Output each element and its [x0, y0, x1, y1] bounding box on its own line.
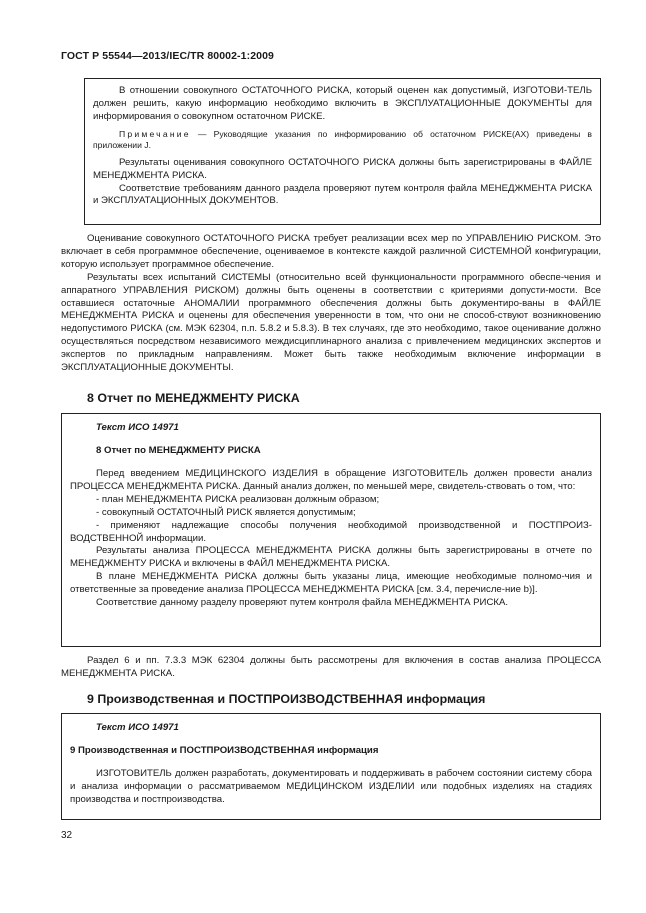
body1-paragraph-2: Результаты всех испытаний СИСТЕМЫ (относительно всей функциональности программного обеспе-чения и аппаратного УПРАВЛЕНИЯ РИСКОМ) должны быть оценены в соответствии с критериями допусти-мости. Все оставшиеся остаточные АНОМАЛИИ программного обеспечения должны быть документиро-ваны в ФАЙЛЕ МЕНЕДЖМЕНТА РИСКА и оценены для обеспечения уверенности в том, что они не способ-ствуют возникновению недопустимого РИСКА (см. МЭК 62304, п.п. 5.8.2 и 5.8.3). В тех случаях, где это необходимо, такое оценивание должно осуществляться посредством независимого междисциплинарного анализа с привлечением медицинских экспертов и экспертов по прикладным направлениям. Может быть также необходимым включение информации в ЭКСПЛУАТАЦИОННЫЕ ДОКУМЕНТЫ.	[61, 271, 601, 374]
box1-paragraph-1: В отношении совокупного ОСТАТОЧНОГО РИСКА, который оценен как допустимый, ИЗГОТОВИ-ТЕЛЬ должен решить, какую информацию необходимо включить в ЭКСПЛУАТАЦИОННЫЕ ДОКУМЕНТЫ для информирования о совокупном остаточном РИСКЕ.	[93, 85, 592, 122]
section8-item-1: - план МЕНЕДЖМЕНТА РИСКА реализован должным образом;	[96, 493, 380, 505]
box1-paragraph-3: Соответствие требованиям данного раздела проверяют путем контроля файла МЕНЕДЖМЕНТА РИСКА и ЭКСПЛУАТАЦИОННЫХ ДОКУМЕНТОВ.	[93, 182, 592, 207]
section8-after-text	[61, 655, 601, 681]
section8-item-3: - применяют надлежащие способы получения необходимой производственной и ПОСТПРОИЗ-ВОДСТВЕННОЙ информации.	[70, 519, 592, 544]
section8-paragraph-3: В плане МЕНЕДЖМЕНТА РИСКА должны быть указаны лица, имеющие необходимые полномо-чия и ответственные за проведение анализа ПРОЦЕССА МЕНЕДЖМЕНТА РИСКА [см. 3.4, перечисле-ние b)].	[70, 571, 592, 596]
body-text-1	[61, 233, 601, 375]
section-8-heading: 8 Отчет по МЕНЕДЖМЕНТУ РИСКА	[87, 391, 300, 405]
section8-paragraph-2: Результаты анализа ПРОЦЕССА МЕНЕДЖМЕНТА РИСКА должны быть зарегистрированы в отчете по МЕНЕДЖМЕНТУ РИСКА и включены в ФАЙЛ МЕНЕДЖМЕНТА РИСКА.	[70, 545, 592, 570]
iso-text-box-8	[61, 413, 601, 647]
section9-paragraph-1: ИЗГОТОВИТЕЛЬ должен разработать, документировать и поддерживать в рабочем состоянии систему сбора и анализа информации о рассматриваемом МЕДИЦИНСКОМ ИЗДЕЛИИ или подобных изделиях на стадиях производства и постпроизводства.	[70, 768, 592, 805]
section8-paragraph-4: Соответствие данному разделу проверяют путем контроля файла МЕНЕДЖМЕНТА РИСКА.	[96, 597, 509, 609]
note-lead: Примечание	[119, 128, 191, 139]
section8-item-2: - совокупный ОСТАТОЧНЫЙ РИСК является допустимым;	[96, 506, 356, 518]
section8-paragraph-1: Перед введением МЕДИЦИНСКОГО ИЗДЕЛИЯ в обращение ИЗГОТОВИТЕЛЬ должен провести анализ ПРОЦЕССА МЕНЕДЖМЕНТА РИСКА. Данный анализ должен, по меньшей мере, свидетель-ствовать о том, что:	[70, 468, 592, 492]
section8-subheading: 8 Отчет по МЕНЕДЖМЕНТУ РИСКА	[96, 445, 261, 456]
section9-iso-label: Текст ИСО 14971	[96, 722, 179, 733]
box1-paragraph-2: Результаты оценивания совокупного ОСТАТОЧНОГО РИСКА должны быть зарегистрированы в ФАЙЛЕ МЕНЕДЖМЕНТА РИСКА.	[93, 156, 592, 181]
section8-iso-label: Текст ИСО 14971	[96, 422, 179, 433]
body1-paragraph-1: Оценивание совокупного ОСТАТОЧНОГО РИСКА требует реализации всех мер по УПРАВЛЕНИЮ РИСКОМ. Это включает в себя программное обеспечение, оцениваемое в контексте каждой различной СИСТЕМНОЙ конфигурации, которую использует программное обеспечение.	[61, 233, 601, 270]
note-text: — Руководящие указания по информированию об остаточном РИСКЕ(АХ) приведены в приложении J.	[93, 128, 592, 151]
iso-text-box-9	[61, 713, 601, 820]
document-header: ГОСТ Р 55544—2013/IEC/TR 80002-1:2009	[61, 50, 274, 62]
section9-subheading: 9 Производственная и ПОСТПРОИЗВОДСТВЕННАЯ информация	[70, 745, 379, 756]
box1-note	[93, 129, 592, 152]
page-number: 32	[61, 830, 73, 841]
iso-text-box-1	[84, 78, 601, 225]
section-9-heading: 9 Производственная и ПОСТПРОИЗВОДСТВЕННАЯ информация	[87, 692, 486, 706]
section8-after-paragraph: Раздел 6 и пп. 7.3.3 МЭК 62304 должны быть рассмотрены для включения в состав анализа ПРОЦЕССА МЕНЕДЖМЕНТА РИСКА.	[61, 655, 601, 679]
